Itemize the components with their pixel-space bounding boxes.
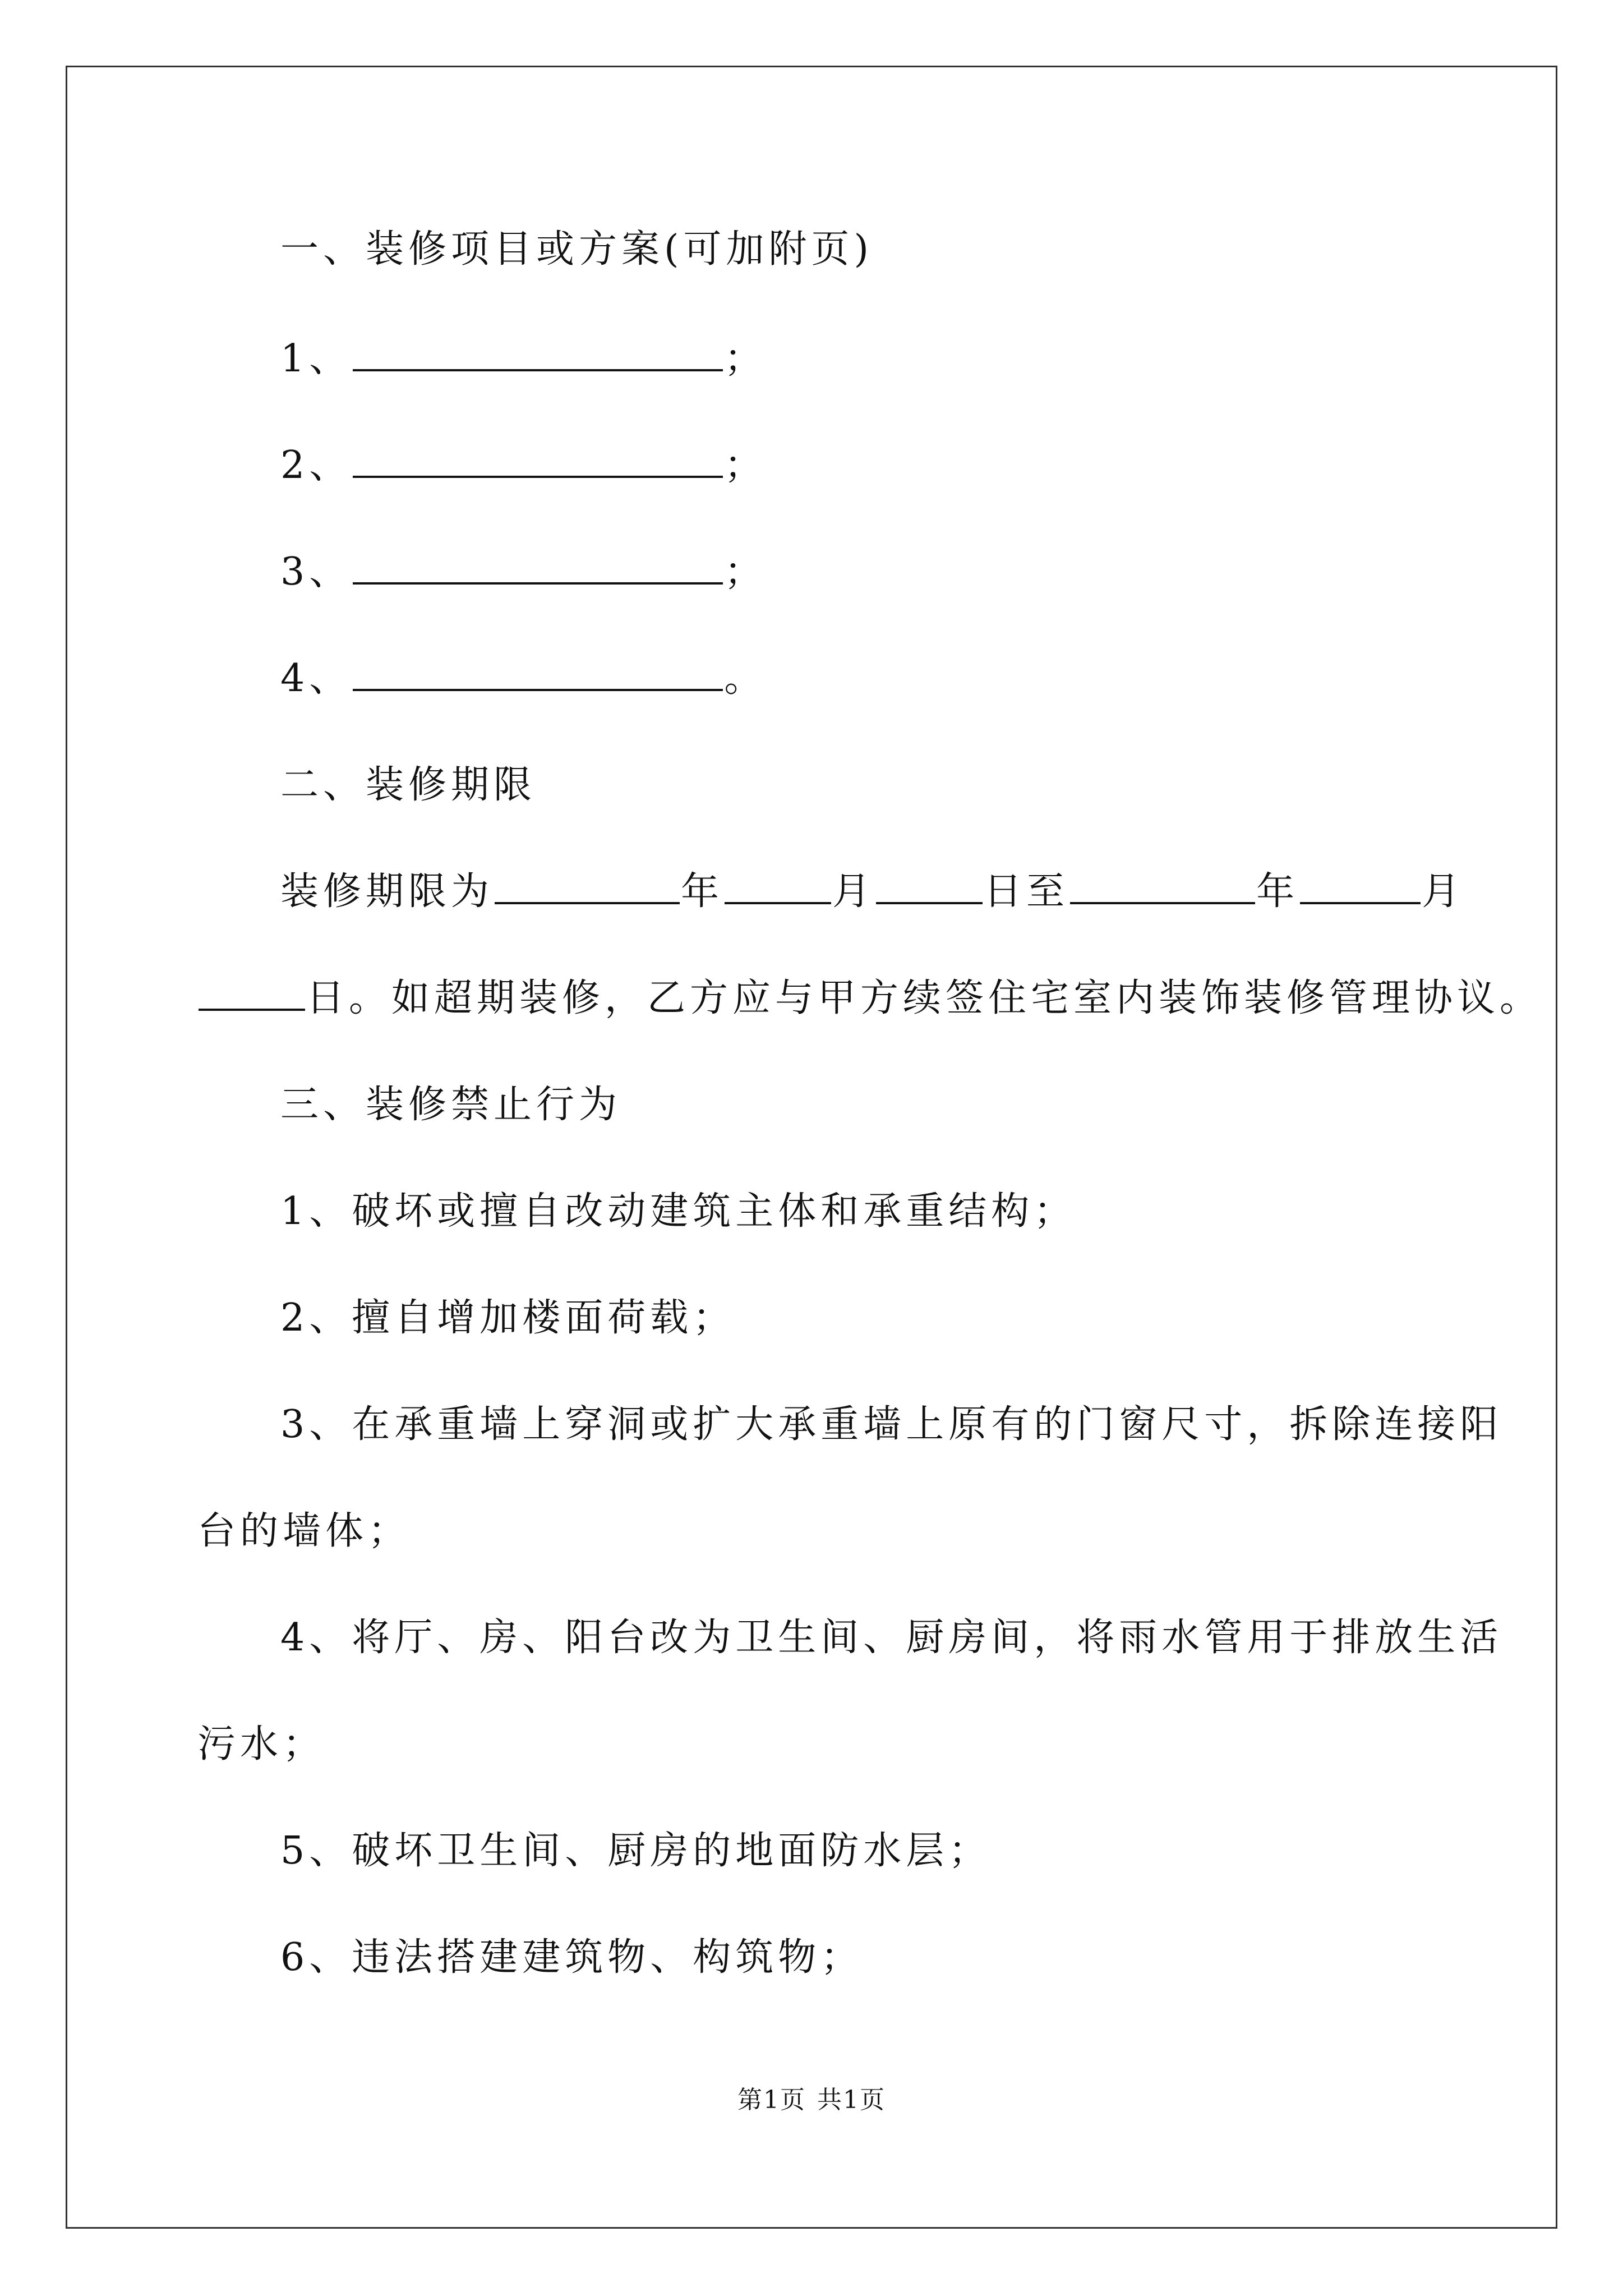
list-item — [280, 550, 767, 595]
item-end: ； — [724, 443, 767, 487]
prohibition-item: 1、破坏或擅自改动建筑主体和承重结构； — [280, 1189, 1077, 1234]
day-blank-start[interactable] — [876, 869, 983, 904]
prohibition-item: 3、在承重墙上穿洞或扩大承重墙上原有的门窗尺寸，拆除连接阳 — [280, 1402, 1503, 1447]
prohibition-item: 6、违法搭建建筑物、构筑物； — [280, 1935, 864, 1980]
month-label: 月 — [1422, 869, 1465, 914]
day-to-label: 日至 — [984, 869, 1069, 914]
page-number: 第1页 — [737, 2086, 806, 2114]
page-total: 共1页 — [817, 2086, 886, 2114]
prohibition-item: 5、破坏卫生间、厨房的地面防水层； — [280, 1829, 992, 1873]
month-label: 月 — [832, 869, 875, 914]
fill-blank[interactable] — [353, 656, 723, 691]
fill-blank[interactable] — [353, 443, 723, 478]
item-end: ； — [724, 550, 767, 594]
prohibition-item-continued: 污水； — [197, 1722, 326, 1766]
period-text: 日。如超期装修，乙方应与甲方续签住宅室内装饰装修管理协议。 — [306, 976, 1543, 1020]
page-border — [66, 66, 1557, 2229]
section-2-title: 二、装修期限 — [280, 763, 537, 807]
item-number: 2、 — [280, 443, 352, 487]
section-3-title: 三、装修禁止行为 — [280, 1083, 622, 1127]
period-line-1 — [280, 869, 1464, 914]
prohibition-item: 2、擅自增加楼面荷载； — [280, 1296, 736, 1340]
list-item — [280, 443, 767, 488]
year-blank-end[interactable] — [1070, 869, 1255, 904]
page-footer — [0, 2085, 1623, 2116]
item-number: 4、 — [280, 656, 352, 701]
period-line-2 — [197, 976, 1542, 1021]
item-end: ； — [724, 337, 767, 381]
list-item — [280, 337, 767, 381]
month-blank-start[interactable] — [725, 869, 831, 904]
day-blank-end[interactable] — [199, 976, 305, 1011]
year-label: 年 — [681, 869, 724, 914]
section-1-title: 一、装修项目或方案(可加附页) — [280, 227, 874, 272]
item-number: 1、 — [280, 337, 352, 381]
list-item — [280, 656, 767, 701]
item-end: 。 — [724, 656, 767, 701]
fill-blank[interactable] — [353, 550, 723, 585]
month-blank-end[interactable] — [1300, 869, 1421, 904]
year-blank-start[interactable] — [495, 869, 680, 904]
prohibition-item: 4、将厅、房、阳台改为卫生间、厨房间，将雨水管用于排放生活 — [280, 1616, 1503, 1660]
item-number: 3、 — [280, 550, 352, 594]
period-prefix: 装修期限为 — [280, 869, 494, 914]
year-label: 年 — [1256, 869, 1299, 914]
fill-blank[interactable] — [353, 337, 723, 371]
prohibition-item-continued: 台的墙体； — [197, 1509, 411, 1553]
